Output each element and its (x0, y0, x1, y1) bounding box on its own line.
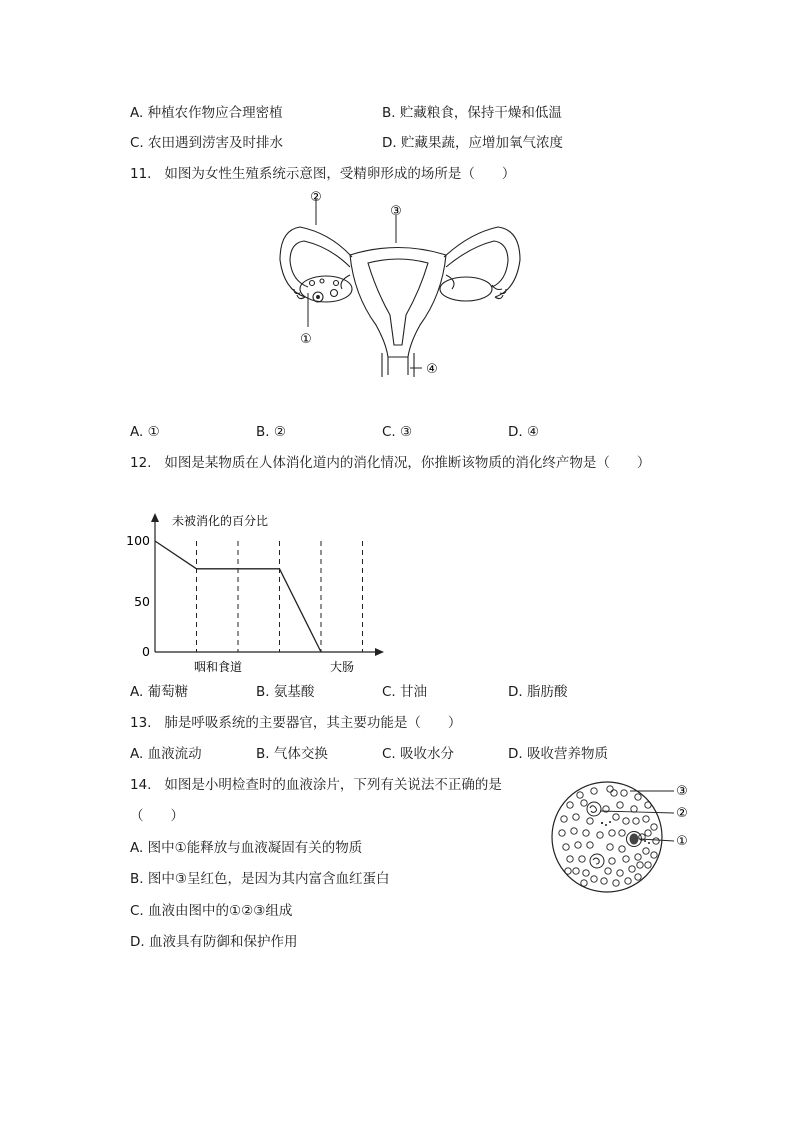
q10-option-c: C. 农田遇到涝害及时排水 (130, 135, 284, 151)
red-blood-cell (629, 866, 635, 872)
red-blood-cell (625, 878, 631, 884)
red-blood-cell (645, 862, 651, 868)
y-tick-50: 50 (134, 594, 150, 609)
red-blood-cell (635, 794, 641, 800)
smear-label-3: ③ (676, 784, 688, 799)
red-blood-cell (597, 832, 603, 838)
q14-option-a: A. 图中①能释放与血液凝固有关的物质 (130, 840, 363, 856)
diagram-label-1: ① (300, 332, 312, 347)
red-blood-cell (643, 816, 649, 822)
red-blood-cells (559, 786, 659, 886)
red-blood-cell (619, 830, 625, 836)
red-blood-cell (651, 824, 657, 830)
red-blood-cell (583, 870, 589, 876)
red-blood-cell (607, 786, 613, 792)
red-blood-cell (567, 802, 573, 808)
x-label-large-intestine: 大肠 (329, 660, 355, 674)
red-blood-cell (617, 870, 623, 876)
white-blood-cells (587, 802, 604, 868)
q13-option-b: B. 气体交换 (256, 746, 328, 762)
red-blood-cell (613, 814, 619, 820)
q14-option-d: D. 血液具有防御和保护作用 (130, 934, 298, 950)
q14-option-c: C. 血液由图中的①②③组成 (130, 903, 293, 919)
red-blood-cell (635, 874, 641, 880)
q13-option-c: C. 吸收水分 (382, 746, 455, 762)
red-blood-cell (623, 856, 629, 862)
red-blood-cell (573, 814, 579, 820)
female-reproductive-system-diagram (270, 185, 530, 385)
q13-option-d: D. 吸收营养物质 (508, 746, 608, 762)
q11-option-a: A. ① (130, 424, 160, 440)
x-axis-arrow (375, 648, 384, 656)
q11-stem: 11. 如图为女性生殖系统示意图，受精卵形成的场所是（ ） (130, 166, 516, 182)
red-blood-cell (613, 880, 619, 886)
q12-option-a: A. 葡萄糖 (130, 684, 189, 700)
red-blood-cell (605, 868, 611, 874)
red-blood-cell (617, 802, 623, 808)
red-blood-cell (611, 790, 617, 796)
red-blood-cell (635, 854, 641, 860)
y-axis-label: 未被消化的百分比 (172, 514, 269, 528)
red-blood-cell (631, 806, 637, 812)
red-blood-cell (601, 878, 607, 884)
label-2-leader (600, 811, 674, 813)
red-blood-cell (581, 880, 587, 886)
red-blood-cell (579, 856, 585, 862)
q14-answer-paren: （ ） (130, 808, 184, 824)
digestion-line-chart (120, 505, 400, 680)
red-blood-cell (561, 816, 567, 822)
red-blood-cell (559, 830, 565, 836)
diagram-label-2: ② (310, 190, 322, 205)
red-blood-cell (587, 818, 593, 824)
q12-option-b: B. 氨基酸 (256, 684, 315, 700)
q11-option-b: B. ② (256, 424, 286, 440)
red-blood-cell (619, 846, 625, 852)
smear-label-2: ② (676, 806, 688, 821)
red-blood-cell (577, 792, 583, 798)
red-blood-cell (645, 830, 651, 836)
red-blood-cell (637, 862, 643, 868)
q12-option-c: C. 甘油 (382, 684, 428, 700)
q11-option-d: D. ④ (508, 424, 540, 440)
red-blood-cell (621, 790, 627, 796)
red-blood-cell (567, 856, 573, 862)
y-tick-0: 0 (142, 644, 150, 659)
red-blood-cell (623, 818, 629, 824)
red-blood-cell (591, 788, 597, 794)
red-blood-cell (653, 838, 659, 844)
y-tick-100: 100 (126, 533, 150, 548)
q10-option-a: A. 种植农作物应合理密植 (130, 105, 283, 121)
q11-option-c: C. ③ (382, 424, 413, 440)
q12-stem: 12. 如图是某物质在人体消化道内的消化情况，你推断该物质的消化终产物是（ ） (130, 455, 651, 471)
q14-option-b: B. 图中③呈红色，是因为其内富含血红蛋白 (130, 871, 390, 887)
red-blood-cell (563, 844, 569, 850)
red-blood-cell (643, 848, 649, 854)
red-blood-cell (633, 818, 639, 824)
red-blood-cell (573, 868, 579, 874)
q13-option-a: A. 血液流动 (130, 746, 202, 762)
q13-stem: 13. 肺是呼吸系统的主要器官，其主要功能是（ ） (130, 715, 462, 731)
red-blood-cell (609, 858, 615, 864)
red-blood-cell (591, 876, 597, 882)
q10-option-b: B. 贮藏粮食，保持干燥和低温 (382, 105, 562, 121)
diagram-label-4: ④ (426, 362, 438, 377)
red-blood-cell (571, 828, 577, 834)
red-blood-cell (607, 844, 613, 850)
y-axis-arrow (151, 513, 159, 522)
red-blood-cell (583, 830, 589, 836)
red-blood-cell (645, 802, 651, 808)
smear-label-1: ① (676, 834, 688, 849)
q14-stem: 14. 如图是小明检查时的血液涂片，下列有关说法不正确的是 (130, 777, 502, 793)
red-blood-cell (651, 852, 657, 858)
red-blood-cell (565, 868, 571, 874)
x-label-pharynx-esophagus: 咽和食道 (193, 660, 243, 674)
q10-option-d: D. 贮藏果蔬，应增加氧气浓度 (382, 135, 563, 151)
red-blood-cell (587, 842, 593, 848)
red-blood-cell (609, 830, 615, 836)
red-blood-cell (581, 800, 587, 806)
blood-smear-diagram (550, 775, 700, 900)
red-blood-cell (575, 842, 581, 848)
q12-option-d: D. 脂肪酸 (508, 684, 568, 700)
diagram-label-3: ③ (390, 204, 402, 219)
